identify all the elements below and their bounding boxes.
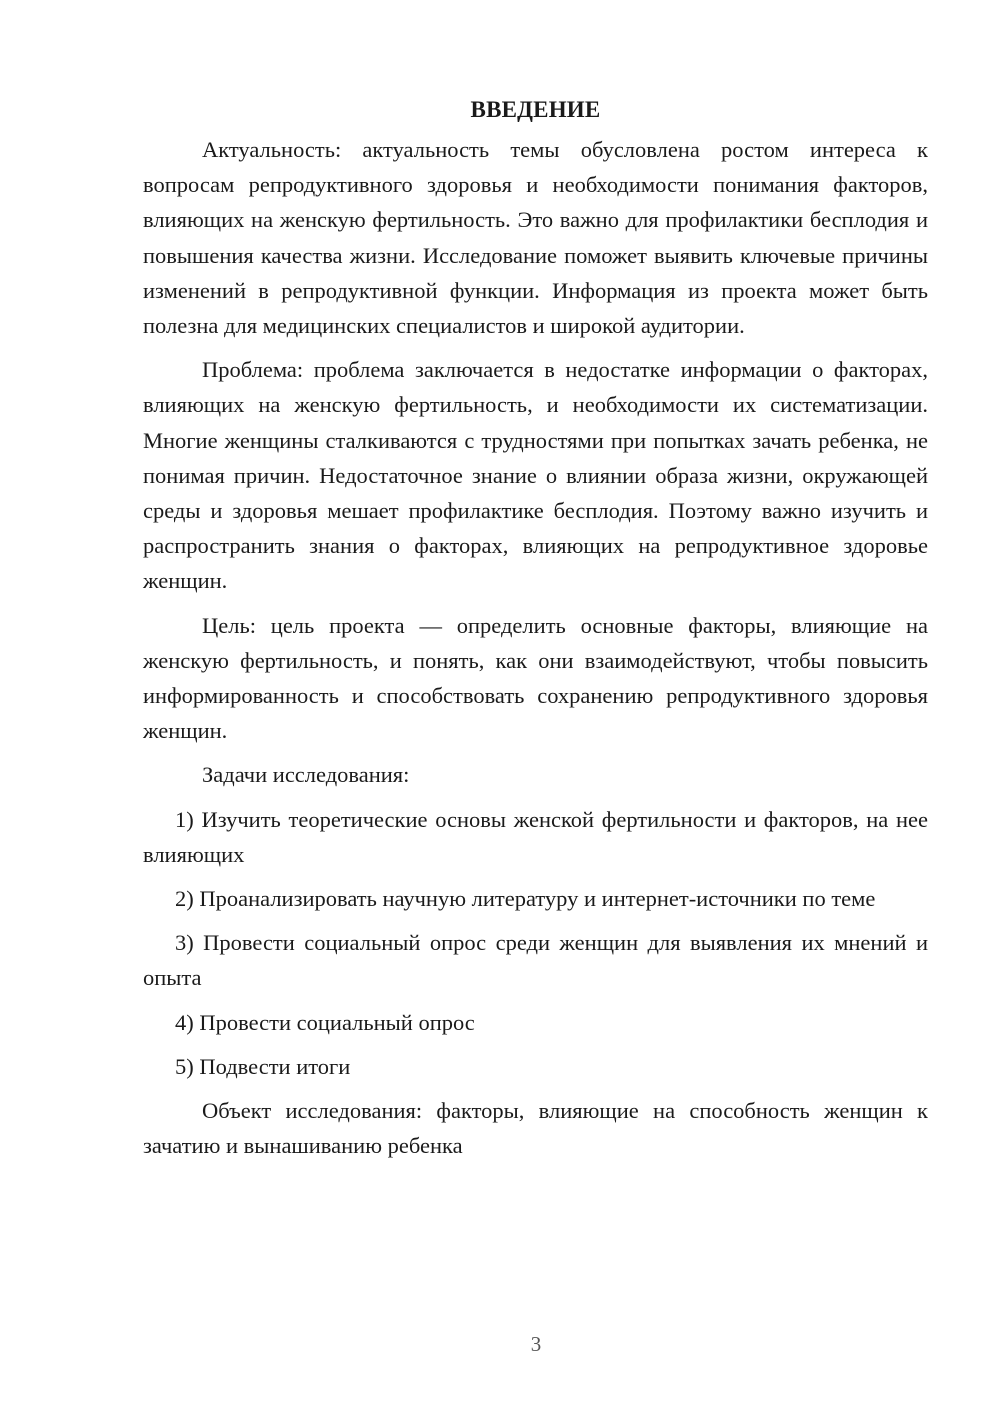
tasks-heading: Задачи исследования:: [202, 762, 410, 788]
page-content: [143, 92, 928, 1163]
task-item-1: 1) Изучить теоретические основы женской фертильности и факторов, на нее влияющих: [143, 806, 928, 867]
section-title: ВВЕДЕНИЕ: [470, 97, 601, 122]
relevance-paragraph: Актуальность: актуальность темы обусловлена ростом интереса к вопросам репродуктивного здоровья и необходимости понимания факторов, влияющих на женскую фертильность. Это важно для профилактики бесплодия и повышения качества жизни. Исследование поможет выявить ключевые причины изменений в репродуктивной функции. Информация из проекта может быть полезна для медицинских специалистов и широкой аудитории.: [143, 137, 928, 339]
object-paragraph: Объект исследования: факторы, влияющие на способность женщин к зачатию и вынашиванию ребенка: [143, 1098, 928, 1159]
page-number: 3: [530, 1332, 542, 1356]
goal-paragraph: Цель: цель проекта — определить основные факторы, влияющие на женскую фертильность, и понять, как они взаимодействуют, чтобы повысить информированность и способствовать сохранению репродуктивного здоровья женщин.: [143, 612, 928, 744]
task-item-5: 5) Подвести итоги: [175, 1053, 351, 1079]
task-item-3: 3) Провести социальный опрос среди женщин для выявления их мнений и опыта: [143, 930, 928, 991]
problem-paragraph: Проблема: проблема заключается в недостатке информации о факторах, влияющих на женскую фертильность, и необходимости их систематизации. Многие женщины сталкиваются с трудностями при попытках зачать ребенка, не понимая причин. Недостаточное знание о влиянии образа жизни, окружающей среды и здоровья мешает профилактике бесплодия. Поэтому важно изучить и распространить знания о факторах, влияющих на репродуктивное здоровье женщин.: [143, 357, 928, 594]
task-item-2: 2) Проанализировать научную литературу и интернет-источники по теме: [175, 886, 876, 912]
task-item-4: 4) Провести социальный опрос: [175, 1009, 475, 1035]
